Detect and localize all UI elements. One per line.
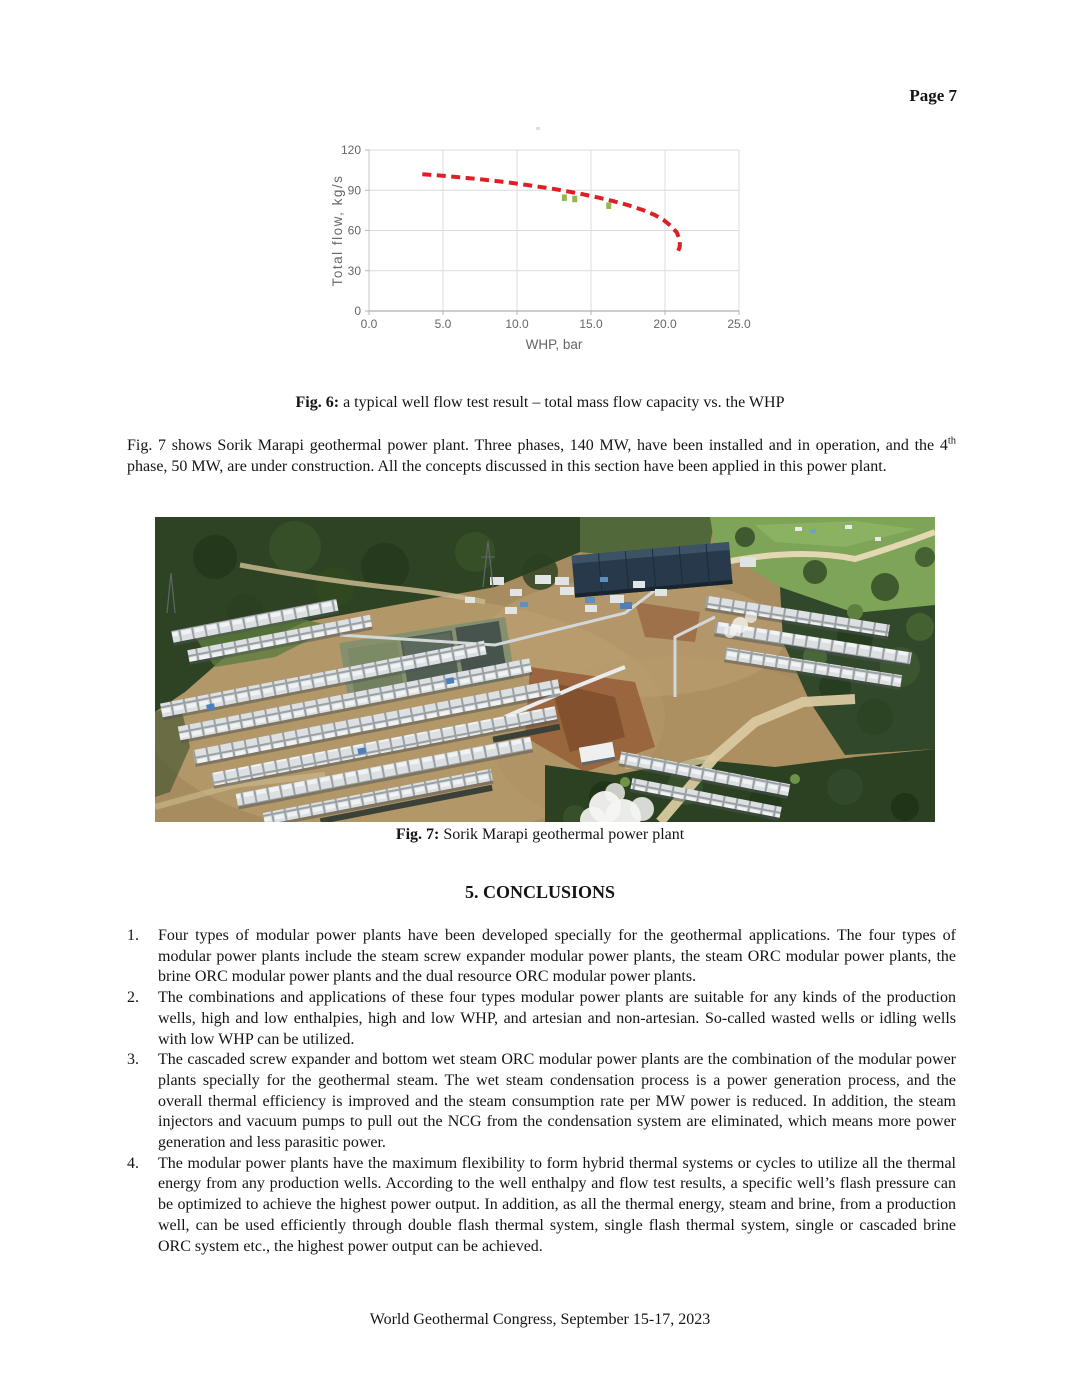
svg-text:10.0: 10.0 (505, 317, 529, 331)
svg-text:WHP, bar: WHP, bar (525, 337, 583, 352)
item-number: 3. (127, 1051, 139, 1069)
svg-text:90: 90 (347, 183, 361, 198)
svg-text:60: 60 (347, 223, 361, 238)
item-text: The modular power plants have the maximum flexibility to form hybrid thermal systems or cycles to utilize all the thermal energy from any production wells. According to the well enthalpy and flow test results, a specific well’s flash pressure can be optimized to achieve the highest power output. In addition, as all the thermal energy, steam and brine, from a production well, can be used efficiently through double flash thermal system, single flash thermal system, single or cascaded brine ORC system etc., the highest power output can be achieved. (158, 1154, 956, 1255)
item-number: 4. (127, 1154, 139, 1172)
body-paragraph (127, 436, 956, 477)
aerial-photo-illustration (155, 517, 935, 822)
svg-text:Total flow, kg/s: Total flow, kg/s (330, 174, 345, 287)
conclusions-list (127, 926, 956, 1257)
fig7-photo (155, 517, 935, 822)
fig6-caption-label: Fig. 6: (295, 394, 340, 411)
fig6-caption (0, 394, 1080, 412)
page-number: Page 7 (909, 86, 957, 105)
conclusion-item (127, 1050, 956, 1154)
conclusion-item (127, 926, 956, 988)
scan-artifact-dot (536, 127, 540, 130)
svg-text:15.0: 15.0 (579, 317, 603, 331)
fig7-caption-text: Sorik Marapi geothermal power plant (439, 826, 685, 843)
fig6-chart (328, 134, 758, 366)
paragraph-part2: phase, 50 MW, are under construction. All the concepts discussed in this section have been applied in this power plant. (127, 457, 887, 475)
svg-text:30: 30 (347, 263, 361, 278)
fig6-caption-text: a typical well flow test result – total mass flow capacity vs. the WHP (339, 394, 785, 411)
item-number: 2. (127, 989, 139, 1007)
svg-text:0: 0 (354, 304, 361, 318)
fig7-caption-label: Fig. 7: (395, 826, 440, 843)
conference-footer: World Geothermal Congress, September 15-17, 2023 (369, 1311, 711, 1328)
paragraph-superscript: th (947, 435, 956, 447)
conclusions-heading: 5. CONCLUSIONS (464, 882, 616, 902)
item-text: The combinations and applications of these four types modular power plants are suitable for any kinds of the production wells, high and low enthalpies, high and low WHP, and artesian and non-artesian. So-called wasted wells or idling wells with low WHP can be utilized. (158, 989, 956, 1048)
svg-text:25.0: 25.0 (727, 317, 751, 331)
svg-text:120: 120 (340, 143, 361, 157)
fig7-caption (0, 826, 1080, 844)
flow-test-chart-svg (328, 134, 758, 366)
item-text: The cascaded screw expander and bottom wet steam ORC modular power plants are the combination of the modular power plants specially for the geothermal steam. The wet steam condensation process is a power generation process, and the overall thermal efficiency is improved and the steam consumption rate per MW power is reduced. In addition, the steam injectors and vacuum pumps to pull out the NCG from the condensation system are eliminated, which means more power generation and less parasitic power. (158, 1051, 956, 1152)
conclusion-item (127, 988, 956, 1050)
svg-text:20.0: 20.0 (653, 317, 677, 331)
conclusion-item (127, 1154, 956, 1258)
item-text: Four types of modular power plants have been developed specially for the geothermal applications. The four types of modular power plants include the steam screw expander modular power plants, the steam ORC modular power plants, the brine ORC modular power plants and the dual resource ORC modular power plants. (158, 927, 956, 986)
paragraph-part1: Fig. 7 shows Sorik Marapi geothermal power plant. Three phases, 140 MW, have been installed and in operation, and the 4 (127, 437, 948, 454)
item-number: 1. (127, 927, 139, 944)
svg-text:5.0: 5.0 (434, 317, 452, 331)
svg-text:0.0: 0.0 (360, 317, 378, 331)
